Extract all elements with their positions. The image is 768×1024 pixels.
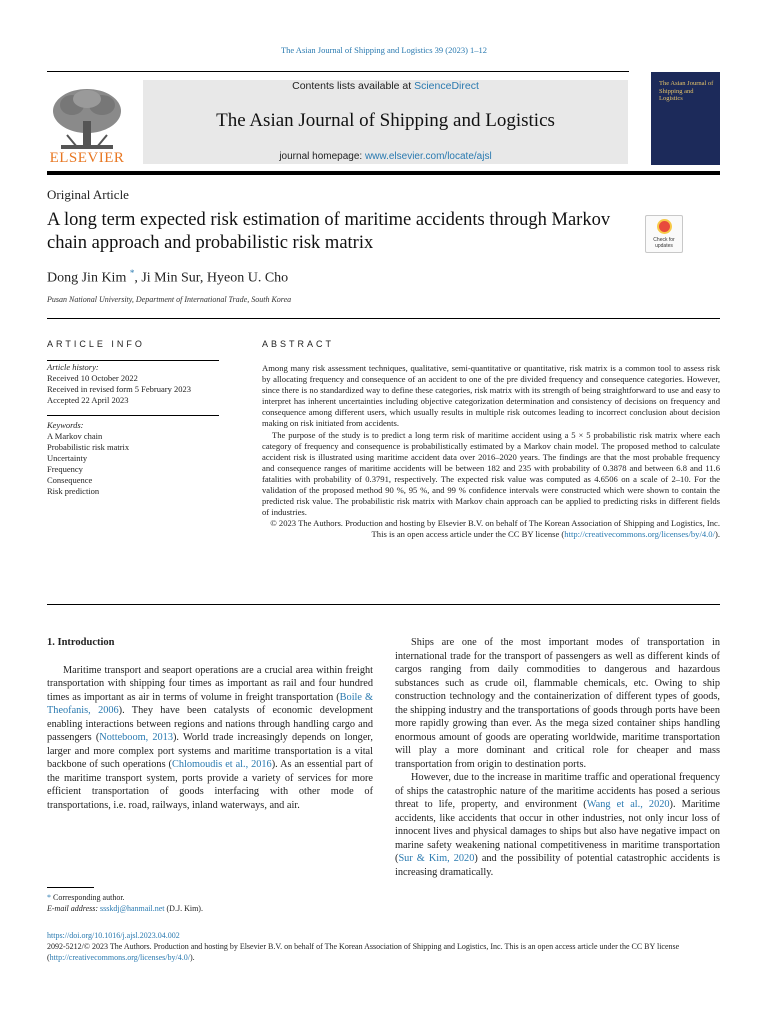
journal-title: The Asian Journal of Shipping and Logistics [216, 110, 555, 131]
footer [47, 930, 720, 963]
abstract-heading: ABSTRACT [262, 339, 335, 349]
text-run: ) and the possibility of potential catastrophic accidents is increasing dramatically. [395, 853, 720, 878]
keyword: A Markov chain [47, 431, 103, 441]
footer-license [47, 941, 720, 963]
history-item: Accepted 22 April 2023 [47, 395, 129, 405]
email-suffix: (D.J. Kim). [164, 904, 203, 913]
footer-license-link[interactable]: http://creativecommons.org/licenses/by/4.0/ [49, 953, 190, 962]
corresponding-note [47, 892, 367, 903]
abstract-body [262, 363, 720, 541]
divider [47, 604, 720, 605]
citation-link[interactable]: Sur & Kim, 2020 [398, 853, 475, 864]
license-link[interactable]: http://creativecommons.org/licenses/by/4.0/ [564, 529, 715, 540]
corresponding-text: Corresponding author. [51, 893, 125, 902]
text-run: ). World trade increasingly depends on longer, larger and more complex port systems and maritime transportation is a vital backbone of such operations ( [47, 732, 373, 770]
footnote-rule [47, 887, 94, 888]
keyword: Uncertainty [47, 453, 88, 463]
keyword: Consequence [47, 475, 93, 485]
keywords [47, 420, 219, 497]
check-updates-label: Check for updates [653, 237, 675, 249]
text-run: However, due to the increase in maritime traffic and operational frequency of ships the catastrophic nature of the maritime accidents has posed a serious threat to life, property, and environment ( [395, 772, 720, 810]
elsevier-wordmark[interactable]: ELSEVIER [49, 150, 125, 166]
keyword: Frequency [47, 464, 83, 474]
contents-prefix: Contents lists available at [292, 80, 415, 92]
contents-line [143, 80, 628, 92]
keywords-label: Keywords: [47, 420, 84, 430]
homepage-line [143, 151, 628, 162]
info-rule [47, 360, 219, 361]
sciencedirect-link[interactable]: ScienceDirect [414, 80, 479, 92]
history-item: Received 10 October 2022 [47, 373, 138, 383]
citation-link[interactable]: Chlomoudis et al., 2016 [171, 759, 272, 770]
homepage-link[interactable]: www.elsevier.com/locate/ajsl [364, 151, 492, 162]
header-thick-rule [47, 171, 720, 175]
text-run: ). Maritime accidents, like accidents that occur in other industries, not only incur loss of innocent lives and physical damages to ships but also have negative impact on marine safety weakening national competitiveness in maritime transportation ( [395, 799, 720, 864]
bookmark-icon [657, 219, 672, 234]
text-run: Maritime transport and seaport operations are a crucial area within freight transportation with shipping four times as important as rail and four hundred times as important as air in terms of volume in freight transportation ( [47, 664, 373, 703]
corresponding-mark[interactable]: * [129, 268, 135, 278]
article-info-heading: ARTICLE INFO [47, 339, 145, 349]
copyright-text: © 2023 The Authors. Production and hosting by Elsevier B.V. on behalf of The Korean Association of Shipping and Logistics, Inc. This is an open access article under the CC BY license ( [270, 518, 720, 540]
footer-end: ). [189, 953, 195, 962]
check-for-updates-button[interactable] [645, 215, 683, 253]
journal-reference[interactable]: The Asian Journal of Shipping and Logistics 39 (2023) 1–12 [280, 45, 488, 55]
copyright-end: ). [714, 529, 720, 540]
info-rule [47, 415, 219, 416]
history-item: Received in revised form 5 February 2023 [47, 384, 191, 394]
journal-cover-image[interactable] [651, 72, 720, 165]
footnote [47, 892, 367, 914]
footnote-mark[interactable]: * [47, 893, 51, 902]
abstract-paragraph: Among many risk assessment techniques, qualitative, semi-quantitative or quantitative, risk matrix is a common tool to assess risk by allocating frequency and consequence of an accident to one of the pre divided frequency and consequence categories. However, since there is no standardized way to define these categories, risk matrix with its strength of being straightforward to use and easy to interpret has inherent uncertainties including objective categorization determination and consistency of decisions on frequency and consequence among different users, which usually results in multiple risk outcomes leading to incorrect conclusion about decision making on risk initiated from accidents. [262, 363, 720, 429]
article-title: A long term expected risk estimation of maritime accidents through Markov chain approach and probabilistic risk matrix [47, 210, 611, 253]
email-note [47, 903, 367, 914]
footer-text: 2092-5212/© 2023 The Authors. Production and hosting by Elsevier B.V. on behalf of The Korean Association of Shipping and Logistics, Inc. This is an open access article under the CC BY license ( [47, 942, 680, 962]
email-label: E-mail address: [47, 904, 101, 913]
article-type: Original Article [47, 187, 129, 202]
body-paragraph [395, 771, 720, 879]
homepage-prefix: journal homepage: [279, 151, 365, 162]
doi-link[interactable]: https://doi.org/10.1016/j.ajsl.2023.04.002 [47, 931, 180, 940]
author-name[interactable]: Dong Jin Kim [47, 270, 127, 286]
citation-link[interactable]: Wang et al., 2020 [586, 799, 670, 810]
history-label: Article history: [47, 362, 99, 372]
keyword: Risk prediction [47, 486, 100, 496]
other-authors: , Ji Min Sur, Hyeon U. Cho [134, 270, 289, 286]
affiliation: Pusan National University, Department of International Trade, South Korea [47, 295, 292, 304]
cover-title: The Asian Journal of Shipping and Logistics [659, 80, 714, 102]
citation-link[interactable]: Notteboom, 2013 [99, 732, 173, 743]
abstract-copyright [262, 518, 720, 540]
article-history [47, 362, 219, 406]
body-column-right [395, 636, 720, 879]
citation-link[interactable]: Boile & Theofanis, 2006 [47, 691, 373, 716]
section-heading: 1. Introduction [47, 637, 115, 648]
body-paragraph: Ships are one of the most important modes of transportation in international trade for the transport of passengers as well as different kinds of cargos ranging from daily commodities to dangerous and hazardous substances such as crude oil, flammable chemicals, etc. Owing to ship construction technology and the containerization of different types of goods, the shipping industry and the transportations of goods through ports have been more rapidly growing than ever. As the mega sized container ships handling enormous amount of goods are operating worldwide, maritime transportation will play a more dominant and critical role for cheaper and mass transportation from origin to destination ports. [395, 637, 720, 770]
body-paragraph [47, 664, 373, 813]
text-run: ). As an essential part of the maritime transport system, ports provide a variety of services for more efficient transportation of goods interfacing with other mode of transportations, i.e. road, railways, inland waterways, and air. [47, 759, 373, 811]
email-link[interactable]: ssskdj@hanmail.net [100, 904, 165, 913]
divider [47, 318, 720, 319]
text-run: ). They have been catalysts of economic development enabling interactions between regions and nations through handling cargo and passengers ( [47, 705, 373, 743]
header-rule [47, 71, 629, 72]
author-list [47, 268, 288, 287]
abstract-paragraph: The purpose of the study is to predict a long term risk of maritime accident using a 5 × 5 probabilistic risk matrix where each category of frequency and consequence is probabilistically estimated by a Markov chain model. The proposed method to calculate accident risk is illustrated using maritime accident data over 2016–2020 years. The findings are that the most probable frequency and consequence ranges of maritime accidents will be between 182 and 235 with probability of 0.3878 and between 6.8 and 11.6 fatalities with probability of 0.3791, respectively. The expected risk value was computed as 4.6506 on a scale of 2–10. For the validation of the proposed method 90 %, 95 %, and 99 % confidence intervals were constructed which were shown to contain the predicted risk value. The probabilistic risk matrix with Markov chain approach can be applied to predicting risks in different fields of industries. [262, 429, 720, 518]
body-column-left [47, 636, 373, 812]
keyword: Probabilistic risk matrix [47, 442, 130, 452]
